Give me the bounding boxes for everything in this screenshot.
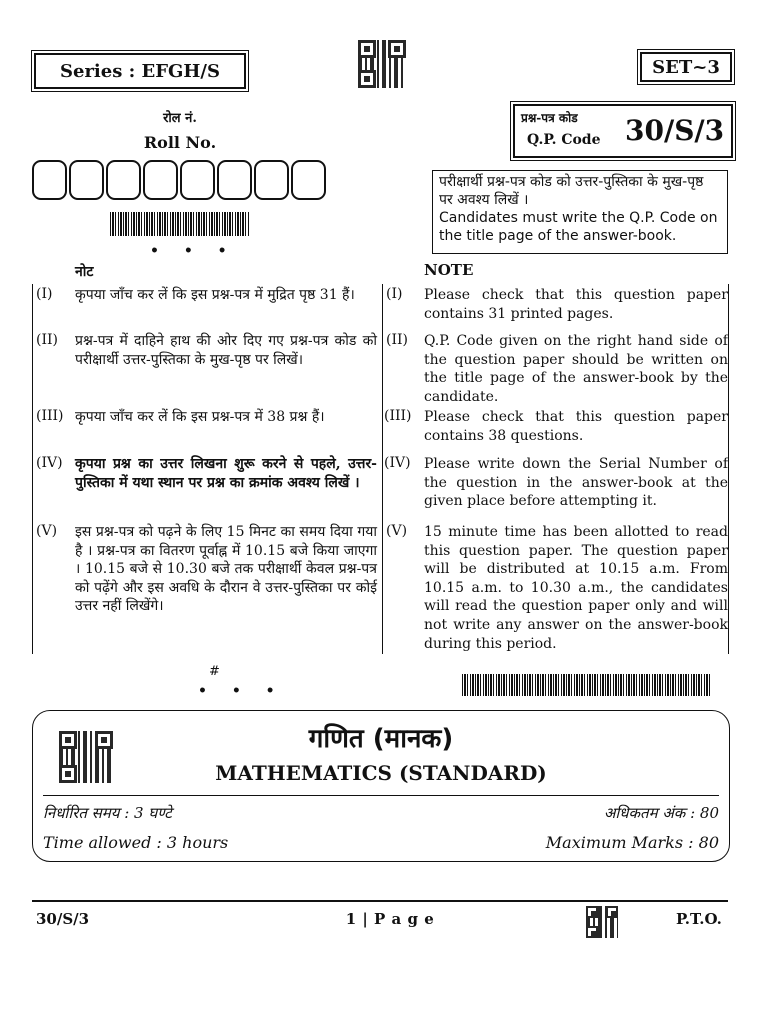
qp-code-label: Q.P. Code <box>527 132 601 148</box>
footer-code: 30/S/3 <box>36 910 90 928</box>
max-marks-hindi: अधिकतम अंक : 80 <box>603 804 719 822</box>
note-number: (I) <box>386 286 403 302</box>
roll-cell[interactable] <box>32 160 67 200</box>
note-number: (IV) <box>384 455 411 471</box>
divider-line <box>382 284 383 654</box>
roll-cell[interactable] <box>291 160 326 200</box>
note-number: (III) <box>384 408 412 424</box>
dots-separator: • • • <box>198 683 285 699</box>
hash-mark: # <box>209 664 220 679</box>
barcode-icon <box>462 674 710 696</box>
qp-code-value: 30/S/3 <box>625 114 725 147</box>
candidate-note-english: Candidates must write the Q.P. Code on the title page of the answer-book. <box>439 210 718 244</box>
roll-cell[interactable] <box>69 160 104 200</box>
dots-separator: • • • <box>150 243 237 259</box>
candidate-note-hindi: परीक्षार्थी प्रश्न-पत्र कोड को उत्तर-पुस्तिका के मुख-पृष्ठ पर अवश्य लिखें । <box>439 174 704 208</box>
roll-cell[interactable] <box>180 160 215 200</box>
time-allowed: Time allowed : 3 hours <box>43 833 229 852</box>
pto-label: P.T.O. <box>676 910 722 928</box>
note-item-english: Please write down the Serial Number of the question in the answer-book at the given place before attempting it. <box>424 456 728 510</box>
note-item-english: Q.P. Code given on the right hand side of the question paper should be written on the title page of the answer-book by the candidate. <box>424 333 728 405</box>
divider-line <box>43 795 719 796</box>
roll-no-hindi: रोल नं. <box>163 111 197 126</box>
note-number: (I) <box>36 286 53 302</box>
footer-rule <box>32 900 728 902</box>
note-item-hindi: प्रश्न-पत्र में दाहिने हाथ की ओर दिए गए प्रश्न-पत्र कोड को परीक्षार्थी उत्तर-पुस्तिका के मुख-पृष्ठ पर लिखें। <box>75 333 377 368</box>
divider-line <box>728 284 729 654</box>
note-number: (II) <box>386 332 408 348</box>
note-item-hindi: इस प्रश्न-पत्र को पढ़ने के लिए 15 मिनट का समय दिया गया है । प्रश्न-पत्र का वितरण पूर्वाह्न में 10.15 बजे किया जाएगा । 10.15 बजे से 10.30 बजे तक परीक्षार्थी केवल प्रश्न-पत्र को पढ़ेंगे और इस अवधि के दौरान वे उत्तर-पुस्तिका पर कोई उत्तर नहीं लिखेंगे। <box>75 524 377 615</box>
qr-code-icon <box>586 906 618 938</box>
roll-no-label: Roll No. <box>143 133 217 152</box>
note-item-english: Please check that this question paper contains 31 printed pages. <box>424 287 728 322</box>
note-heading-hindi: नोट <box>75 264 94 280</box>
max-marks: Maximum Marks : 80 <box>545 833 719 852</box>
series-box <box>34 53 246 89</box>
time-allowed-hindi: निर्धारित समय : 3 घण्टे <box>43 804 172 822</box>
note-number: (II) <box>36 332 58 348</box>
roll-cell[interactable] <box>254 160 289 200</box>
subject-title: MATHEMATICS (STANDARD) <box>215 761 547 785</box>
subject-title-hindi: गणित (मानक) <box>308 724 454 754</box>
note-item-hindi: कृपया जाँच कर लें कि इस प्रश्न-पत्र में मुद्रित पृष्ठ 31 हैं। <box>75 287 355 303</box>
note-number: (III) <box>36 408 64 424</box>
candidate-instruction-box <box>432 170 728 254</box>
roll-cell[interactable] <box>143 160 178 200</box>
qp-code-box <box>513 104 733 158</box>
note-number: (V) <box>386 523 408 539</box>
qp-code-label-hindi: प्रश्न-पत्र कोड <box>521 111 578 125</box>
roll-cell[interactable] <box>106 160 141 200</box>
note-item-hindi: कृपया प्रश्न का उत्तर लिखना शुरू करने से पहले, उत्तर-पुस्तिका में यथा स्थान पर प्रश्न का क्रमांक अवश्य लिखें । <box>75 456 377 491</box>
set-label: SET~3 <box>652 56 720 78</box>
note-number: (IV) <box>36 455 63 471</box>
series-label: Series : EFGH/S <box>60 60 220 82</box>
note-item-english: 15 minute time has been allotted to read this question paper. The question paper will be distributed at 10.15 a.m. From 10.15 a.m. to 10.30 a.m., the candidates will read the question paper only and will not write any answer on the answer-book during this period. <box>424 524 728 652</box>
subject-box <box>32 710 730 862</box>
note-number: (V) <box>36 523 58 539</box>
set-box <box>640 52 732 82</box>
page-number: 1 | P a g e <box>345 910 435 928</box>
note-heading-english: NOTE <box>424 261 474 279</box>
note-item-english: Please check that this question paper contains 38 questions. <box>424 409 728 444</box>
roll-cell[interactable] <box>217 160 252 200</box>
note-item-hindi: कृपया जाँच कर लें कि इस प्रश्न-पत्र में 38 प्रश्न हैं। <box>75 409 325 425</box>
barcode-icon <box>110 212 250 236</box>
qr-code-icon <box>358 40 406 88</box>
divider-line <box>32 284 33 654</box>
